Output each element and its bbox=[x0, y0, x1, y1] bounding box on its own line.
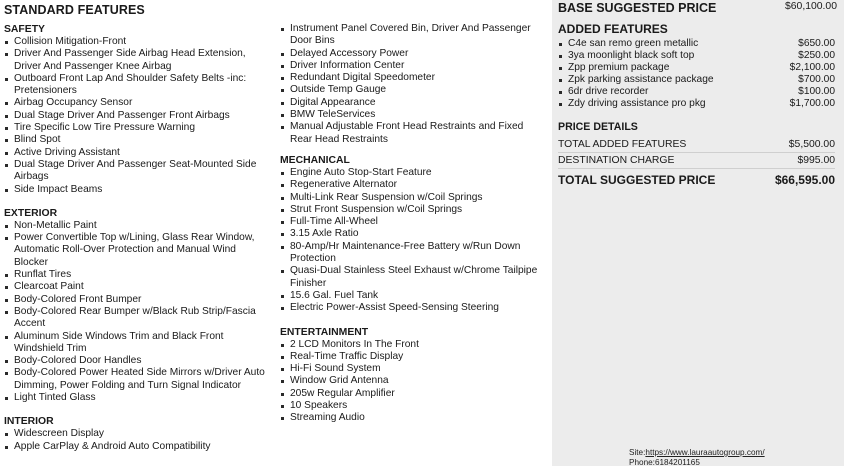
total-added-features-row bbox=[558, 139, 835, 153]
feature-item: Tire Specific Low Tire Pressure Warning bbox=[4, 122, 272, 134]
site-link[interactable]: https://www.lauraautogroup.com/ bbox=[645, 448, 765, 457]
feature-item: Window Grid Antenna bbox=[280, 375, 548, 387]
feature-item: 10 Speakers bbox=[280, 400, 548, 412]
added-feature-price: $1,700.00 bbox=[789, 98, 835, 110]
feature-item: Digital Appearance bbox=[280, 97, 548, 109]
mechanical-list bbox=[280, 167, 548, 315]
feature-item: 80-Amp/Hr Maintenance-Free Battery w/Run Down Protection bbox=[280, 241, 548, 266]
feature-item: Driver Information Center bbox=[280, 60, 548, 72]
feature-item: Apple CarPlay & Android Auto Compatibility bbox=[4, 441, 272, 453]
added-feature-row bbox=[558, 74, 835, 86]
interior-title: INTERIOR bbox=[4, 416, 54, 428]
total-suggested-price-label: TOTAL SUGGESTED PRICE bbox=[558, 173, 716, 187]
base-price-value: $60,100.00 bbox=[784, 1, 837, 12]
added-feature-price: $2,100.00 bbox=[789, 62, 835, 74]
feature-item: 205w Regular Amplifier bbox=[280, 388, 548, 400]
standard-features-title: STANDARD FEATURES bbox=[4, 3, 145, 17]
exterior-title: EXTERIOR bbox=[4, 207, 58, 219]
feature-item: Hi-Fi Sound System bbox=[280, 363, 548, 375]
total-suggested-price-row bbox=[558, 173, 835, 189]
total-suggested-price-value: $66,595.00 bbox=[774, 173, 835, 187]
feature-item: BMW TeleServices bbox=[280, 109, 548, 121]
feature-item: Multi-Link Rear Suspension w/Coil Springs bbox=[280, 192, 548, 204]
base-price-label: BASE SUGGESTED PRICE bbox=[558, 1, 717, 15]
interior-section-continued bbox=[280, 23, 548, 146]
added-feature-row bbox=[558, 38, 835, 50]
feature-item: Real-Time Traffic Display bbox=[280, 351, 548, 363]
phone-label: Phone: bbox=[629, 458, 655, 467]
feature-item: Body-Colored Door Handles bbox=[4, 355, 272, 367]
feature-item: Collision Mitigation-Front bbox=[4, 36, 272, 48]
feature-item: Blind Spot bbox=[4, 134, 272, 146]
added-feature-name: 6dr drive recorder bbox=[568, 86, 649, 98]
site-line bbox=[629, 448, 765, 458]
feature-item: Body-Colored Power Heated Side Mirrors w/Driver Auto Dimming, Power Folding and Turn Signal Indicator bbox=[4, 367, 272, 392]
added-features-title: ADDED FEATURES bbox=[558, 22, 668, 36]
feature-item: Light Tinted Glass bbox=[4, 392, 272, 404]
feature-item: 15.6 Gal. Fuel Tank bbox=[280, 290, 548, 302]
interior-section bbox=[4, 416, 272, 453]
feature-item: Engine Auto Stop-Start Feature bbox=[280, 167, 548, 179]
destination-charge-value: $995.00 bbox=[797, 155, 835, 166]
interior-list-part2 bbox=[280, 23, 548, 146]
feature-item: Outside Temp Gauge bbox=[280, 84, 548, 96]
feature-item: Streaming Audio bbox=[280, 412, 548, 424]
destination-charge-row bbox=[558, 155, 835, 169]
added-feature-name: Zpk parking assistance package bbox=[568, 74, 714, 86]
divider bbox=[558, 152, 835, 153]
feature-item: Manual Adjustable Front Head Restraints and Fixed Rear Head Restraints bbox=[280, 121, 548, 146]
added-feature-name: 3ya moonlight black soft top bbox=[568, 50, 695, 62]
added-feature-price: $700.00 bbox=[798, 74, 835, 86]
feature-item: Airbag Occupancy Sensor bbox=[4, 97, 272, 109]
added-feature-price: $250.00 bbox=[798, 50, 835, 62]
added-feature-row bbox=[558, 98, 835, 110]
feature-item: Dual Stage Driver And Passenger Seat-Mounted Side Airbags bbox=[4, 159, 272, 184]
added-feature-name: Zpp premium package bbox=[568, 62, 670, 74]
added-feature-name: Zdy driving assistance pro pkg bbox=[568, 98, 706, 110]
feature-item: Dual Stage Driver And Passenger Front Airbags bbox=[4, 110, 272, 122]
added-feature-price: $100.00 bbox=[798, 86, 835, 98]
added-features-list bbox=[558, 38, 835, 111]
added-feature-price: $650.00 bbox=[798, 38, 835, 49]
feature-item: Widescreen Display bbox=[4, 428, 272, 440]
feature-item: Full-Time All-Wheel bbox=[280, 216, 548, 228]
interior-list-part1 bbox=[4, 428, 272, 453]
feature-item: Instrument Panel Covered Bin, Driver And Passenger Door Bins bbox=[280, 23, 548, 48]
feature-item: Regenerative Alternator bbox=[280, 179, 548, 191]
added-feature-row bbox=[558, 86, 835, 98]
price-details-title: PRICE DETAILS bbox=[558, 121, 638, 133]
divider bbox=[558, 168, 835, 169]
mechanical-section bbox=[280, 155, 548, 315]
feature-item: Aluminum Side Windows Trim and Black Front Windshield Trim bbox=[4, 331, 272, 356]
feature-item: Body-Colored Front Bumper bbox=[4, 294, 272, 306]
feature-item: Delayed Accessory Power bbox=[280, 48, 548, 60]
entertainment-section bbox=[280, 327, 548, 425]
entertainment-title: ENTERTAINMENT bbox=[280, 326, 369, 338]
feature-item: Side Impact Beams bbox=[4, 184, 272, 196]
features-column-2 bbox=[280, 23, 548, 437]
features-column-1 bbox=[4, 24, 272, 465]
feature-item: 3.15 Axle Ratio bbox=[280, 228, 548, 240]
phone-line bbox=[629, 458, 765, 468]
dealer-footer bbox=[629, 448, 765, 468]
feature-item: Active Driving Assistant bbox=[4, 147, 272, 159]
safety-list bbox=[4, 36, 272, 196]
feature-item: Clearcoat Paint bbox=[4, 281, 272, 293]
safety-section bbox=[4, 24, 272, 196]
pricing-panel bbox=[552, 0, 844, 466]
phone-number: 6184201165 bbox=[654, 458, 700, 467]
feature-item: Strut Front Suspension w/Coil Springs bbox=[280, 204, 548, 216]
added-feature-name: C4e san remo green metallic bbox=[568, 38, 699, 49]
added-feature-row bbox=[558, 62, 835, 74]
base-price-row bbox=[558, 1, 837, 17]
entertainment-list bbox=[280, 339, 548, 425]
total-added-features-label: TOTAL ADDED FEATURES bbox=[558, 139, 687, 150]
feature-item: Driver And Passenger Side Airbag Head Extension, Driver And Passenger Knee Airbag bbox=[4, 48, 272, 73]
feature-item: Electric Power-Assist Speed-Sensing Steering bbox=[280, 302, 548, 314]
site-label: Site: bbox=[629, 448, 646, 457]
exterior-list bbox=[4, 220, 272, 404]
feature-item: Outboard Front Lap And Shoulder Safety Belts -inc: Pretensioners bbox=[4, 73, 272, 98]
feature-item: Redundant Digital Speedometer bbox=[280, 72, 548, 84]
exterior-section bbox=[4, 208, 272, 404]
safety-title: SAFETY bbox=[4, 24, 45, 35]
total-added-features-value: $5,500.00 bbox=[788, 139, 835, 150]
mechanical-title: MECHANICAL bbox=[280, 154, 350, 166]
feature-item: Quasi-Dual Stainless Steel Exhaust w/Chrome Tailpipe Finisher bbox=[280, 265, 548, 290]
added-feature-row bbox=[558, 50, 835, 62]
destination-charge-label: DESTINATION CHARGE bbox=[558, 155, 675, 166]
feature-item: Runflat Tires bbox=[4, 269, 272, 281]
feature-item: Non-Metallic Paint bbox=[4, 220, 272, 232]
feature-item: Power Convertible Top w/Lining, Glass Rear Window, Automatic Roll-Over Protection and Manual Wind Blocker bbox=[4, 232, 272, 269]
feature-item: Body-Colored Rear Bumper w/Black Rub Strip/Fascia Accent bbox=[4, 306, 272, 331]
feature-item: 2 LCD Monitors In The Front bbox=[280, 339, 548, 351]
